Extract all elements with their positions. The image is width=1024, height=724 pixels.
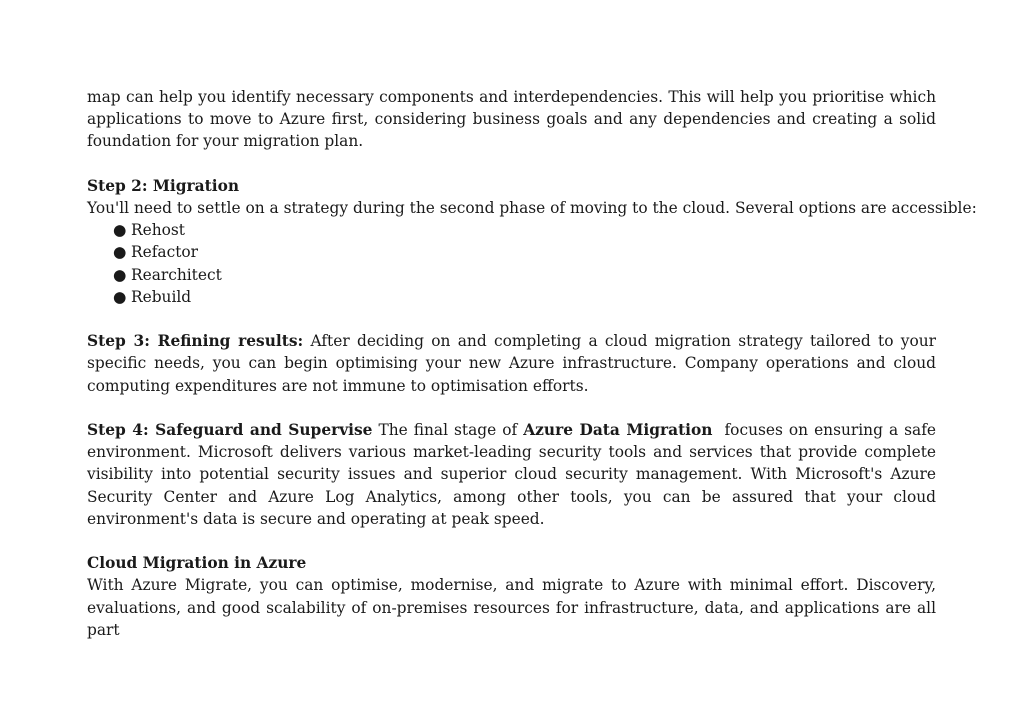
step4-heading: Step 4: Safeguard and Supervise	[87, 421, 373, 439]
intro-paragraph: map can help you identify necessary components and interdependencies. This will help you prioritise which applications to move to Azure first, considering business goals and any dependencies and creating a solid foundation for your migration plan.	[87, 88, 936, 151]
spacer	[87, 153, 936, 175]
list-item	[113, 241, 936, 263]
option-label: Rearchitect	[131, 265, 222, 284]
spacer	[87, 397, 936, 419]
step4-body-before: The final stage of	[372, 421, 524, 439]
document-page	[87, 86, 977, 641]
step2-paragraph: You'll need to settle on a strategy during the second phase of moving to the cloud. Several options are accessible:	[87, 199, 977, 217]
cloud-migration-paragraph: With Azure Migrate, you can optimise, modernise, and migrate to Azure with minimal effort. Discovery, evaluations, and good scalability of on-premises resources for infrastructure, data, and applications are all part	[87, 576, 936, 639]
list-item	[113, 264, 936, 286]
list-item	[113, 286, 936, 308]
cloud-migration-heading: Cloud Migration in Azure	[87, 554, 307, 573]
step4-body-after: focuses on ensuring a safe environment. Microsoft delivers various market-leading security tools and services that provide complete visibility into potential security issues and superior cloud security management. With Microsoft's Azure Security Center and Azure Log Analytics, among other tools, you can be assured that your cloud environment's data is secure and operating at peak speed.	[87, 421, 941, 528]
azure-data-migration-emphasis: Azure Data Migration	[523, 421, 713, 439]
step4-paragraph	[87, 419, 941, 530]
step3-heading: Step 3: Refining results:	[87, 332, 304, 351]
option-label: Rebuild	[131, 287, 192, 306]
spacer	[87, 530, 936, 552]
option-label: Rehost	[131, 221, 185, 240]
bullet-icon: ●	[113, 265, 127, 284]
bullet-icon: ●	[113, 221, 127, 240]
bullet-icon: ●	[113, 287, 127, 306]
bullet-icon: ●	[113, 243, 127, 262]
spacer	[87, 308, 936, 330]
list-item	[113, 219, 936, 241]
step3-paragraph	[87, 330, 941, 397]
option-label: Refactor	[131, 243, 198, 262]
step2-heading: Step 2: Migration	[87, 176, 240, 195]
step3-body: After deciding on and completing a cloud migration strategy tailored to your specific needs, you can begin optimising your new Azure infrastructure. Company operations and cloud computing expenditures are not immune to optimisation efforts.	[87, 332, 941, 395]
migration-options-list	[87, 219, 936, 308]
